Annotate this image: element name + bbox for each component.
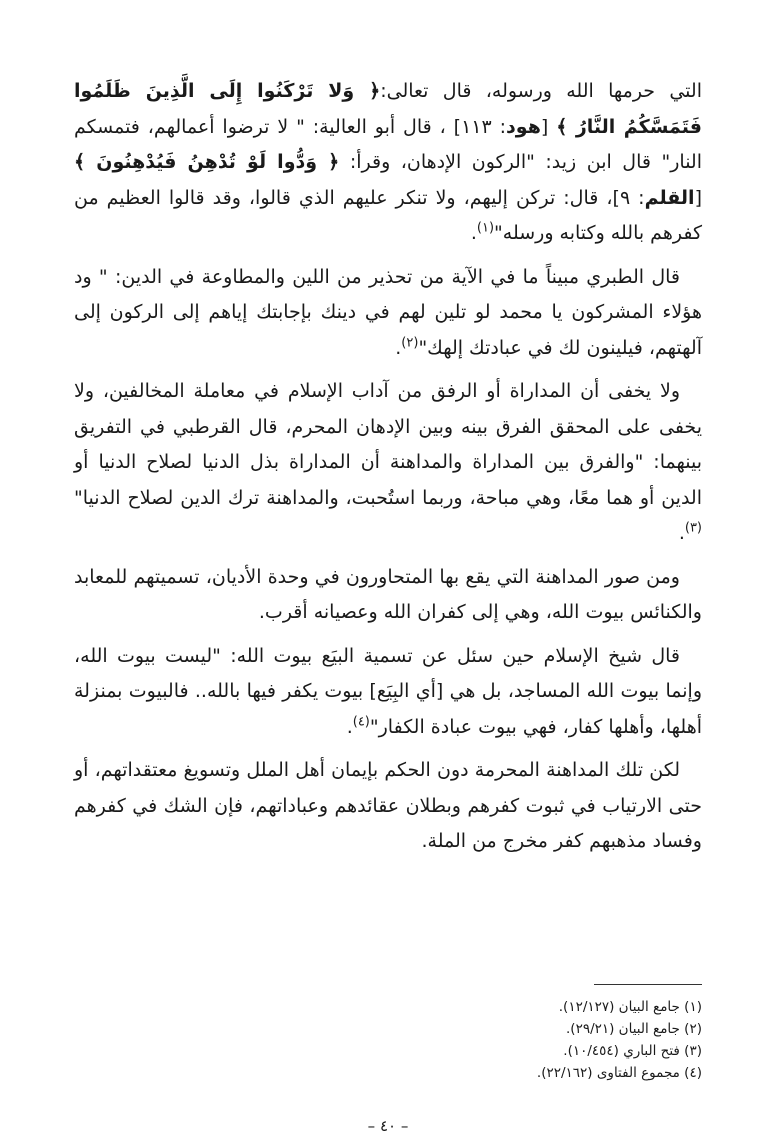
page-number: – ٤٠ – [367, 1117, 409, 1135]
paragraph [74, 74, 702, 252]
paragraph-text: ومن صور المداهنة التي يقع بها المتحاورون في وحدة الأديان، تسميتهم للمعابد والكنائس بيوت الله، وهي إلى كفران الله وعصيانه أقرب. [74, 565, 702, 623]
paragraph-text: قال الطبري مبيناً ما في الآية من تحذير من اللين والمطاوعة في الدين: " ود هؤلاء المشركون يا محمد لو تلين لهم في دينك بإجابتك إياهم إلى الركون إلى آلهتهم، فيلينون لك في عبادتك إلهك" [74, 265, 702, 359]
paragraph-text: . [346, 715, 353, 738]
footnote-marker: (٤) [352, 714, 370, 730]
paragraph [74, 560, 702, 631]
footnote-marker: (٣) [684, 520, 702, 536]
footnote-marker: (٢) [401, 335, 419, 351]
paragraph-text: . [470, 222, 477, 244]
surah-reference: هود [506, 115, 541, 138]
paragraph-text: : ١١٣] ، قال أبو العالية: " لا ترضوا أعمالهم، فتمسكم النار" قال ابن زيد: "الركون الإدهان، وقرأ: [74, 115, 702, 173]
paragraph [74, 374, 702, 552]
paragraph-text: التي حرمها الله ورسوله، قال تعالى: [380, 80, 702, 102]
paragraph-text: قال شيخ الإسلام حين سئل عن تسمية البيَع بيوت الله: "ليست بيوت الله، وإنما بيوت الله المساجد، بل هي [أي البِيَع] بيوت يكفر فيها بالله.. فالبيوت بمنزلة أهلها، وأهلها كفار، فهي بيوت عبادة الكفار" [74, 644, 702, 738]
paragraph [74, 260, 702, 367]
footnote-item: (٢) جامع البيان (٢٩/٢١). [566, 1021, 702, 1037]
paragraph-text: [ [694, 186, 702, 209]
body-text [74, 74, 702, 860]
footnotes-list [74, 996, 702, 1084]
quran-verse: ﴿ وَلا تَرْكَنُوا إِلَى الَّذِينَ ظَلَمُوا فَتَمَسَّكُمُ النَّارُ ﴾ [74, 80, 702, 138]
surah-reference: القلم [644, 186, 695, 209]
paragraph-text: . [395, 336, 402, 359]
footnote-item: (٣) فتح الباري (١٠/٤٥٤). [563, 1043, 702, 1059]
footnote-item: (١) جامع البيان (١٢/١٢٧). [558, 999, 702, 1015]
footnote-separator [594, 984, 702, 985]
paragraph [74, 639, 702, 746]
quran-verse: ﴿ وَدُّوا لَوْ تُدْهِنُ فَيُدْهِنُونَ ﴾ [74, 151, 340, 173]
footnote-marker: (١) [476, 220, 495, 236]
footnote-item: (٤) مجموع الفتاوى (٢٢/١٦٢). [536, 1065, 702, 1081]
paragraph [74, 753, 702, 860]
paragraph-text: لكن تلك المداهنة المحرمة دون الحكم بإيمان أهل الملل وتسويغ معتقداتهم، أو حتى الارتياب في ثبوت كفرهم وبطلان عقائدهم وعباداتهم، فإن الشك في كفرهم وفساد مذهبهم كفر مخرج من الملة. [74, 759, 702, 852]
document-page [74, 74, 702, 1135]
paragraph-text: : ٩]، قال: تركن إليهم، ولا تنكر عليهم الذي قالوا، وقد قالوا العظيم من كفرهم بالله وكتابه ورسله" [74, 186, 702, 244]
paragraph-text: [ [540, 115, 557, 138]
paragraph-text: . [678, 522, 685, 544]
paragraph-text: ولا يخفى أن المداراة أو الرفق من آداب الإسلام في معاملة المخالفين، ولا يخفى على المحقق الفرق بينه وبين الإدهان المحرم، قال القرطبي في التفريق بينهما: "والفرق بين المداراة والمداهنة أن المداراة بذل الدنيا لصلاح الدنيا أو الدين أو هما معًا، وهي مباحة، وربما استُحبت، والمداهنة ترك الدين لصلاح الدنيا" [74, 380, 702, 509]
